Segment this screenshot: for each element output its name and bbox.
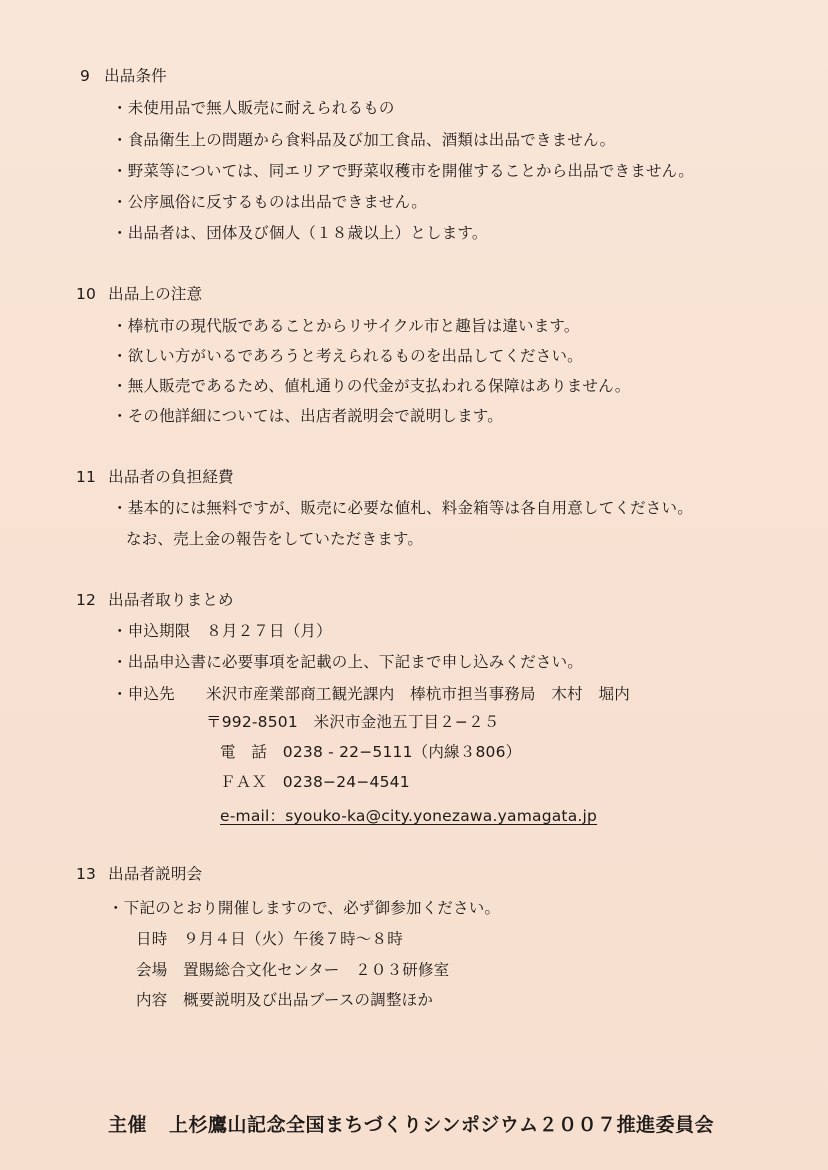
- list-item: ・食品衛生上の問題から食料品及び加工食品、酒類は出品できません。: [112, 131, 616, 149]
- deadline: ・申込期限 ８月２７日（月）: [112, 622, 332, 640]
- section-12-heading: [76, 590, 234, 610]
- list-item: ・公序風俗に反するものは出品できません。: [112, 193, 427, 211]
- instruction: ・出品申込書に必要事項を記載の上、下記まで申し込みください。: [112, 653, 584, 671]
- section-10-heading: [76, 284, 202, 304]
- meeting-datetime: 日時 ９月４日（火）午後７時〜８時: [136, 930, 403, 948]
- section-title: 出品条件: [104, 67, 167, 85]
- meeting-venue: 会場 置賜総合文化センター ２０３研修室: [136, 961, 450, 979]
- meeting-content: 内容 概要説明及び出品ブースの調整ほか: [136, 991, 434, 1009]
- section-title: 出品者の負担経費: [108, 468, 234, 486]
- list-item: ・未使用品で無人販売に耐えられるもの: [112, 99, 395, 117]
- section-title: 出品上の注意: [108, 285, 203, 303]
- list-item: ・欲しい方がいるであろうと考えられるものを出品してください。: [112, 347, 583, 365]
- organizer-footer: [108, 1110, 714, 1137]
- email-link[interactable]: e-mail：syouko-ka@city.yonezawa.yamagata.jp: [220, 807, 598, 825]
- section-number: 11: [76, 468, 97, 486]
- section-number: 9: [80, 67, 91, 85]
- destination-org: 米沢市産業部商工観光課内 棒杭市担当事務局 木村 堀内: [206, 685, 630, 703]
- telephone: 電 話 0238 - 22−5111（内線３806）: [220, 743, 522, 761]
- section-number: 12: [76, 591, 97, 609]
- meeting-intro: ・下記のとおり開催しますので、必ず御参加ください。: [108, 899, 501, 917]
- list-item: ・基本的には無料ですが、販売に必要な値札、料金箱等は各自用意してください。: [112, 499, 693, 517]
- organizer-label: 主催: [108, 1114, 148, 1136]
- list-item: ・野菜等については、同エリアで野菜収穫市を開催することから出品できません。: [112, 162, 694, 180]
- postal-address: 〒992-8501 米沢市金池五丁目２−２５: [206, 713, 500, 731]
- section-number: 10: [76, 285, 97, 303]
- destination-label: ・申込先: [112, 685, 175, 703]
- organizer-name: 上杉鷹山記念全国まちづくりシンポジウム２００７推進委員会: [169, 1114, 715, 1136]
- list-item: ・出品者は、団体及び個人（１８歳以上）とします。: [112, 224, 488, 242]
- list-item: ・棒杭市の現代版であることからリサイクル市と趣旨は違います。: [112, 317, 580, 335]
- section-title: 出品者説明会: [108, 865, 203, 883]
- section-number: 13: [76, 865, 97, 883]
- list-item: ・無人販売であるため、値札通りの代金が支払われる保障はありません。: [112, 377, 631, 395]
- list-item-continuation: なお、売上金の報告をしていただきます。: [126, 530, 424, 548]
- fax: ＦＡＸ 0238−24−4541: [220, 773, 410, 791]
- section-title: 出品者取りまとめ: [108, 591, 234, 609]
- section-13-heading: [76, 864, 202, 884]
- section-9-heading: [80, 66, 167, 86]
- list-item: ・その他詳細については、出店者説明会で説明します。: [112, 407, 503, 425]
- section-11-heading: [76, 467, 234, 487]
